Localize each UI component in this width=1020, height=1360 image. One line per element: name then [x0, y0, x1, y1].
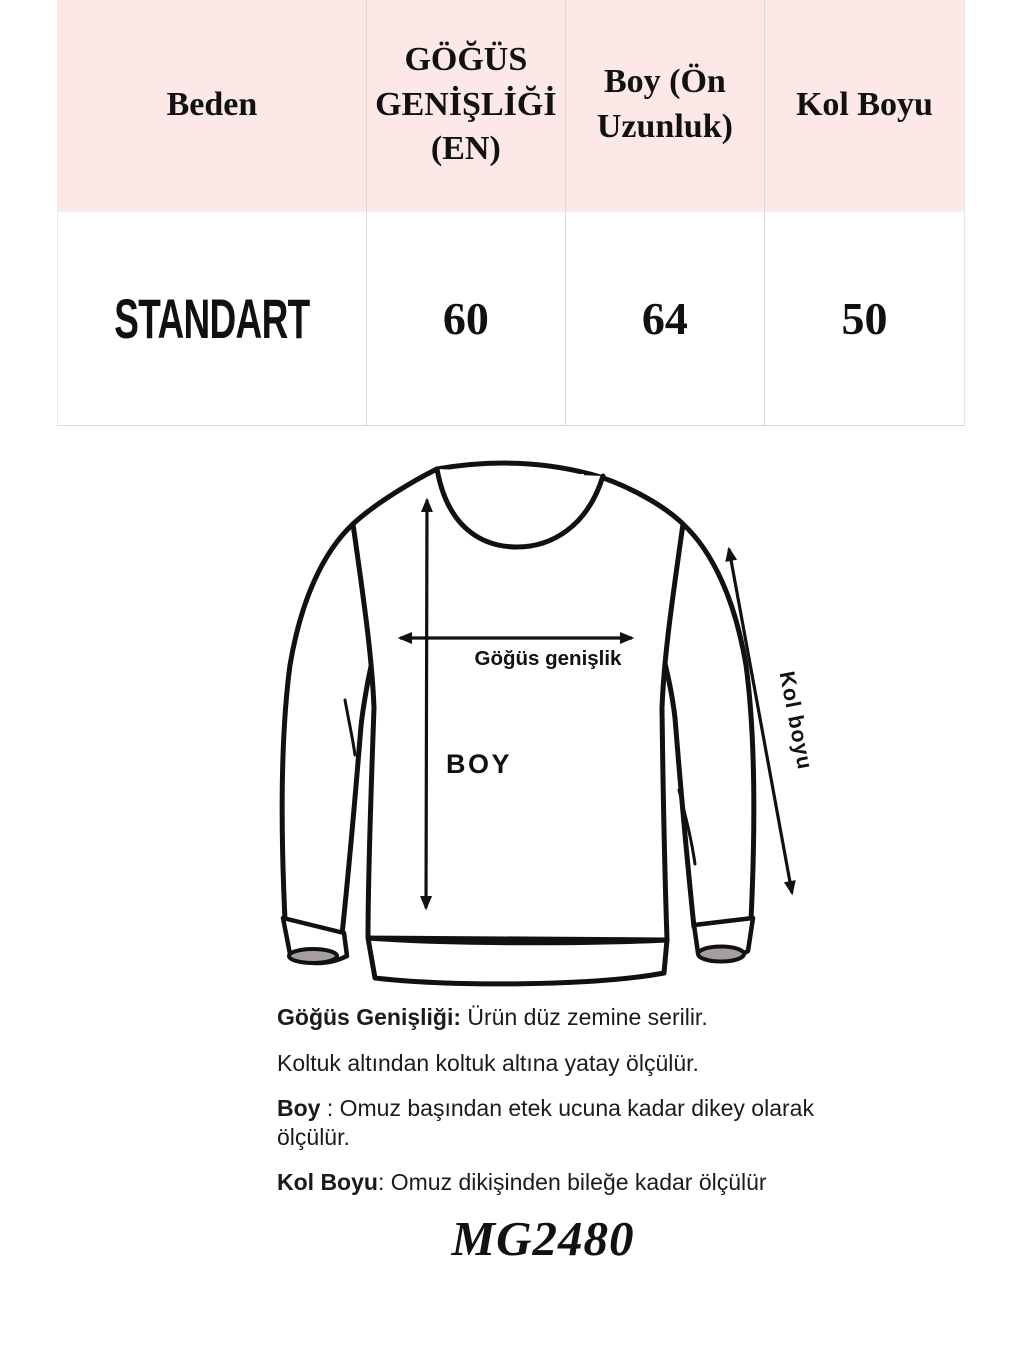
note-sleeve: [277, 1168, 877, 1197]
table-row-length-cell: 64: [566, 212, 765, 425]
note-chest-text: Ürün düz zemine serilir.: [461, 1004, 708, 1030]
left-cuff-opening: [289, 949, 337, 963]
note-length-text: : Omuz başından etek ucuna kadar dikey olarak ölçülür.: [277, 1095, 814, 1150]
waistband: [368, 938, 667, 984]
length-label: BOY: [446, 749, 513, 779]
table-row-chest-cell: 60: [367, 212, 566, 425]
product-code: MG2480: [451, 1211, 635, 1266]
sweatshirt-measurement-diagram: [265, 450, 825, 1000]
sleeve-length-label: Kol boyu: [774, 669, 818, 773]
table-row-sleeve-cell: 50: [765, 212, 964, 425]
note-chest-2: [277, 1049, 877, 1078]
note-sleeve-lead: Kol Boyu: [277, 1169, 378, 1196]
chest-width-label: Göğüs genişlik: [474, 647, 622, 670]
col-header-gogus: GÖĞÜS GENİŞLİĞİ (EN): [367, 0, 566, 212]
measurement-notes: [277, 1003, 877, 1214]
note-chest-2-text: Koltuk altından koltuk altına yatay ölçülür.: [277, 1049, 699, 1076]
col-header-kol-boyu: Kol Boyu: [765, 0, 964, 212]
note-chest: [277, 1003, 877, 1032]
size-table: [57, 0, 965, 426]
note-length-lead: Boy: [277, 1095, 321, 1122]
length-arrow: [426, 500, 427, 908]
right-cuff-opening: [698, 947, 744, 962]
note-chest-lead: Göğüs Genişliği:: [277, 1004, 462, 1030]
size-value: STANDART: [114, 287, 310, 350]
col-header-boy: Boy (Ön Uzunluk): [566, 0, 765, 212]
table-row-size-cell: [58, 212, 367, 425]
note-length: [277, 1094, 877, 1151]
col-header-beden: Beden: [58, 0, 367, 212]
note-sleeve-text: : Omuz dikişinden bileğe kadar ölçülür: [377, 1169, 767, 1196]
